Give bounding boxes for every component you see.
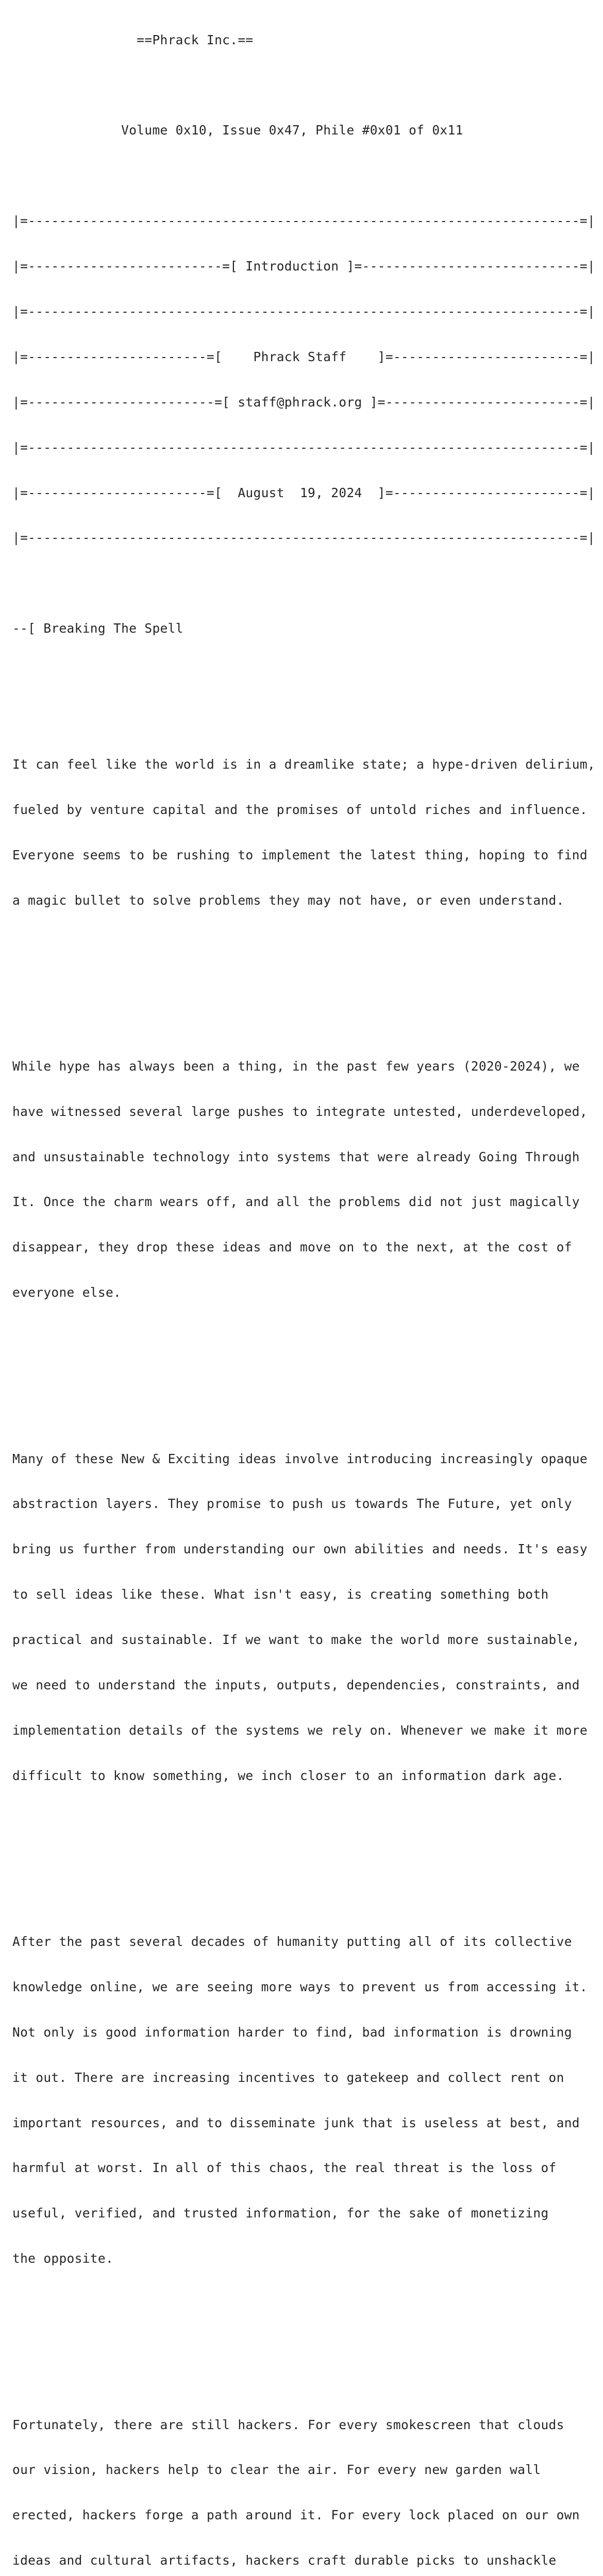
banner-line: |=-----------------------------------------------------------------------=| (12, 303, 596, 319)
blank-line (12, 666, 603, 681)
text-line: difficult to know something, we inch closer to an information dark age. (12, 1768, 564, 1783)
blank-line (12, 1843, 603, 1858)
paragraph-3 (12, 1421, 603, 1814)
text-line: erected, hackers forge a path around it. For every lock placed on our own (12, 2507, 580, 2523)
text-line: have witnessed several large pushes to integrate untested, underdeveloped, (12, 1104, 588, 1119)
text-line: It. Once the charm wears off, and all the problems did not just magically (12, 1194, 580, 1210)
paragraph-2 (12, 1028, 603, 1330)
blank-line (12, 77, 603, 92)
banner-title-line: |=-------------------------=[ Introduction ]=----------------------------=| (12, 259, 596, 274)
text-line: it out. There are increasing incentives to gatekeep and collect rent on (12, 2070, 564, 2085)
blank-line (12, 575, 603, 590)
blank-line (12, 168, 603, 183)
banner-date-line: |=-----------------------=[ August 19, 2024 ]=------------------------=| (12, 485, 596, 500)
text-line: knowledge online, we are seeing more ways to prevent us from accessing it. (12, 1979, 588, 1994)
text-line: implementation details of the systems we rely on. Whenever we make it more (12, 1722, 588, 1738)
text-line: we need to understand the inputs, outputs, dependencies, constraints, and (12, 1677, 580, 1692)
banner-author-line: |=-----------------------=[ Phrack Staff ]=------------------------=| (12, 349, 596, 364)
banner-line: |=-----------------------------------------------------------------------=| (12, 439, 596, 455)
text-line: bring us further from understanding our own abilities and needs. It's easy (12, 1541, 588, 1557)
text-line: practical and sustainable. If we want to make the world more sustainable, (12, 1632, 580, 1648)
blank-line (12, 968, 603, 983)
text-line: ideas and cultural artifacts, hackers craft durable picks to unshackle (12, 2553, 557, 2568)
publisher-line: ==Phrack Inc.== (12, 32, 254, 47)
paragraph-5 (12, 2387, 603, 2576)
text-line: to sell ideas like these. What isn't easy, is creating something both (12, 1587, 549, 1602)
text-line: Many of these New & Exciting ideas involve introducing increasingly opaque (12, 1451, 588, 1466)
section-title: --[ Breaking The Spell (12, 621, 183, 636)
text-line: a magic bullet to solve problems they may not have, or even understand. (12, 892, 564, 908)
paragraph-4 (12, 1904, 603, 2296)
text-line: After the past several decades of humanity putting all of its collective (12, 1934, 572, 1949)
text-line: While hype has always been a thing, in the past few years (2020-2024), we (12, 1058, 580, 1074)
text-line: and unsustainable technology into systems that were already Going Through (12, 1149, 580, 1164)
text-line: Not only is good information harder to find, bad information is drowning (12, 2024, 572, 2040)
blank-line (12, 1361, 603, 1376)
text-line: Everyone seems to be rushing to implement the latest thing, hoping to find (12, 847, 588, 862)
text-line: everyone else. (12, 1285, 122, 1300)
text-line: fueled by venture capital and the promises of untold riches and influence. (12, 802, 588, 817)
text-line: useful, verified, and trusted information, for the sake of monetizing (12, 2206, 549, 2221)
text-line: disappear, they drop these ideas and move on to the next, at the cost of (12, 1240, 572, 1255)
text-line: important resources, and to disseminate junk that is useless at best, and (12, 2115, 580, 2130)
text-line: abstraction layers. They promise to push us towards The Future, yet only (12, 1496, 572, 1512)
paragraph-1 (12, 726, 603, 938)
text-line: Fortunately, there are still hackers. For every smokescreen that clouds (12, 2417, 564, 2432)
text-line: It can feel like the world is in a dreamlike state; a hype-driven delirium, (12, 756, 596, 772)
text-line: the opposite. (12, 2251, 114, 2266)
banner-line: |=-----------------------------------------------------------------------=| (12, 213, 596, 229)
volume-line: Volume 0x10, Issue 0x47, Phile #0x01 of 0x11 (12, 123, 463, 138)
banner-line: |=-----------------------------------------------------------------------=| (12, 530, 596, 546)
banner-email-line: |=------------------------=[ staff@phrack.org ]=-------------------------=| (12, 394, 596, 410)
text-line: harmful at worst. In all of this chaos, the real threat is the loss of (12, 2160, 557, 2176)
blank-line (12, 2327, 603, 2342)
text-line: our vision, hackers help to clear the air. For every new garden wall (12, 2462, 541, 2478)
phrack-article (12, 2, 603, 2576)
